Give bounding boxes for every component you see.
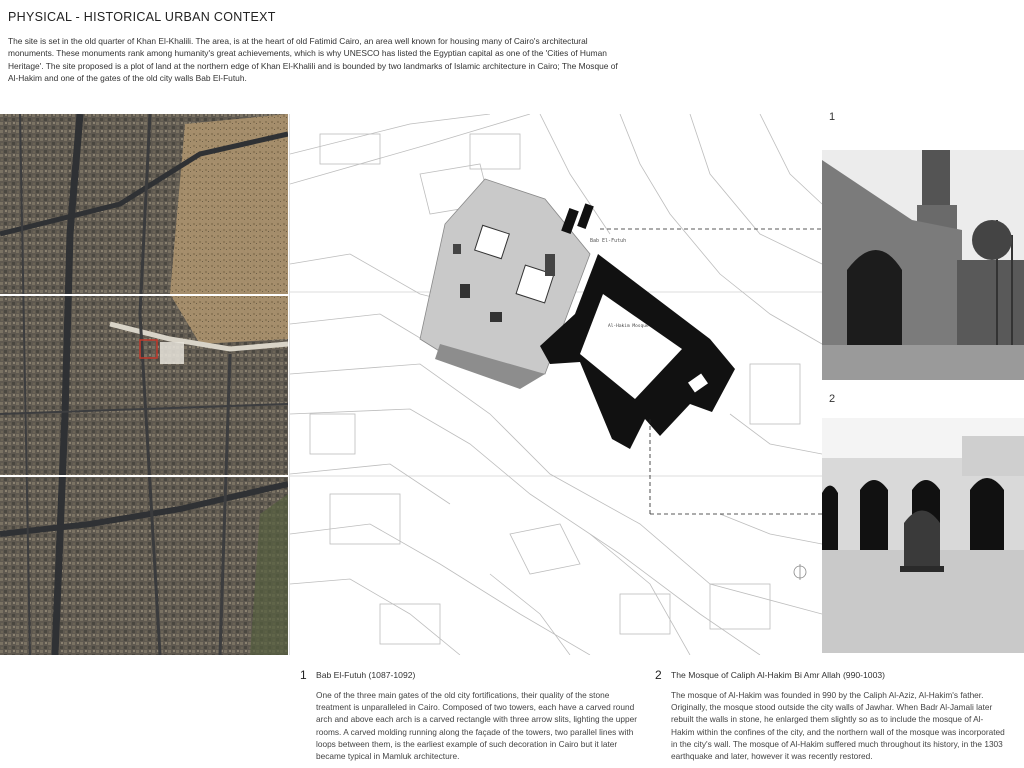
site-plan-map <box>289 114 822 655</box>
caption-number-1: 1 <box>300 668 307 682</box>
site-plan-drawing <box>290 114 822 655</box>
photo-al-hakim-mosque <box>822 418 1024 653</box>
photo-number-1: 1 <box>829 111 836 123</box>
gate-map-label: Bab El-Futuh <box>590 238 627 244</box>
photo-bab-el-futuh <box>822 150 1024 380</box>
aerial-image <box>0 114 288 655</box>
gate-photo <box>822 150 1024 380</box>
aerial-photo <box>0 114 288 655</box>
mosque-map-label: Al-Hakim Mosque <box>608 324 649 329</box>
intro-paragraph: The site is set in the old quarter of Khan El-Khalili. The area, is at the heart of old Fatimid Cairo, an area well known for housing many of Cairo's architectural monuments. These monuments rank among humanity's great achievements, which is why UNESCO has listed the Egyptian capital as one of the 'Cities of Human Heritage'. The site proposed is a plot of land at the northern edge of Khan El-Khalili and is bounded by two landmarks of Islamic architecture in Cairo; The Mosque of Al-Hakim and one of the gates of the old city walls Bab El-Futuh. <box>8 36 618 83</box>
photo-number-2: 2 <box>829 393 836 405</box>
page-title: PHYSICAL - HISTORICAL URBAN CONTEXT <box>8 10 276 24</box>
caption-number-2: 2 <box>655 668 662 682</box>
caption-title-1: Bab El-Futuh (1087-1092) <box>316 670 416 680</box>
mosque-photo <box>822 418 1024 653</box>
caption-body-2: The mosque of Al-Hakim was founded in 990 by the Caliph Al-Aziz, Al-Hakim's father. Originally, the mosque stood outside the city walls of Jawhar. When Badr Al-Jamali later rebuilt the walls in stone, he enlarged them slightly so as to include the mosque of Al-Hakim within the confines of the city, and the northern wall of the mosque was incorporated in the city's wall. The mosque of Al-Hakim suffered much throughout its history, in the 1303 earthquake and later, however it was recently restored. <box>671 690 1005 762</box>
caption-title-2: The Mosque of Caliph Al-Hakim Bi Amr Allah (990-1003) <box>671 670 885 680</box>
caption-body-1: One of the three main gates of the old city fortifications, their quality of the stone treatment is unparalleled in Cairo. Composed of two towers, each have a carved round arch and above each arch is a carved rectangle with three arrow slits, lighting the upper rooms. A carved molding running along the façade of the towers, two parallel lines with loops between them, is the earliest example of such decoration in Cairo but it later became typical in Mamluk architecture. <box>316 690 637 762</box>
